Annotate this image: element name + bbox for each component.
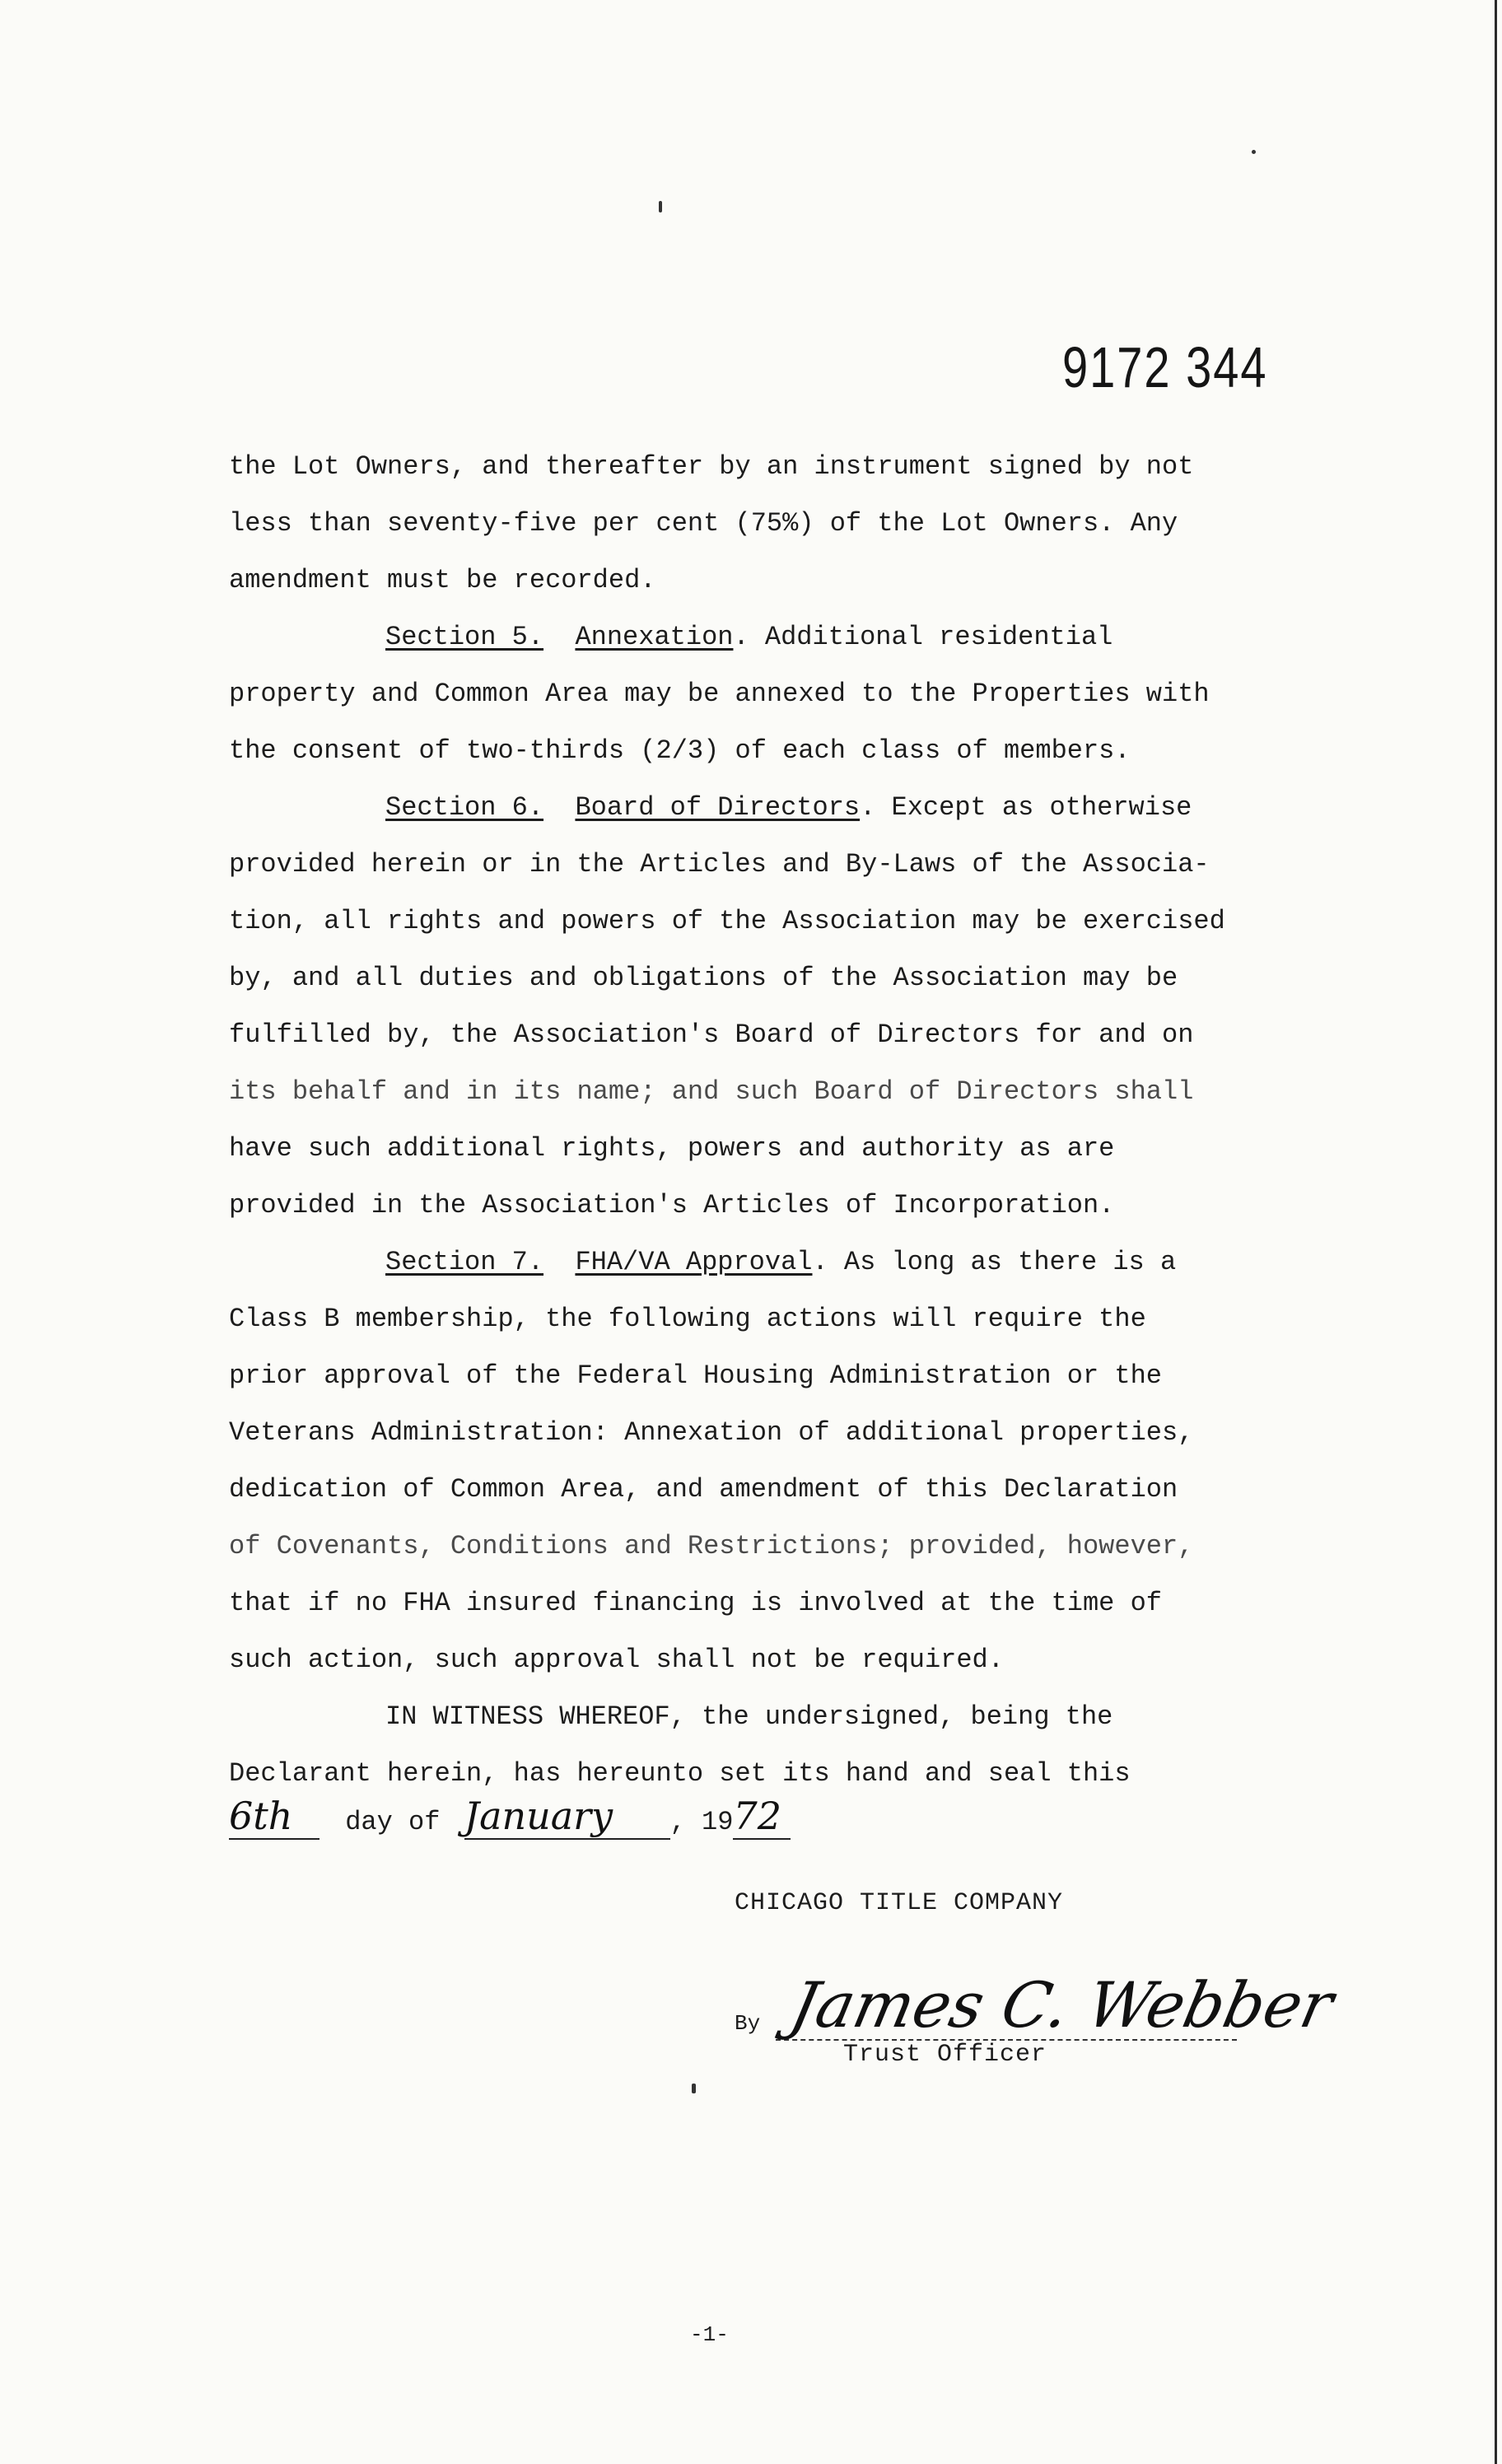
declaration-body (229, 438, 1299, 1802)
scan-edge (1495, 0, 1497, 2464)
text-line: have such additional rights, powers and authority as are (229, 1133, 1115, 1164)
text-line: dedication of Common Area, and amendment of this Declaration (229, 1474, 1178, 1505)
text-line: Declarant herein, has hereunto set its hand and seal this (229, 1758, 1131, 1789)
day-blank (229, 1794, 320, 1840)
book-page-reference: 9172 344 (1062, 334, 1268, 399)
handwritten-year: 72 (733, 1794, 781, 1838)
section-7-heading (229, 1234, 1299, 1290)
section-7-title: FHA/VA Approval (575, 1247, 813, 1277)
section-5-heading (229, 609, 1299, 665)
section-5-title: Annexation (575, 622, 734, 652)
scan-speck (1252, 150, 1256, 154)
text-line: the consent of two-thirds (2/3) of each class of members. (229, 735, 1131, 766)
section-5-number: Section 5. (385, 622, 544, 652)
text-line: tion, all rights and powers of the Association may be exercised (229, 906, 1225, 936)
text-line: its behalf and in its name; and such Board of Directors shall (229, 1076, 1194, 1107)
text-line: provided herein or in the Articles and By-Laws of the Associa- (229, 849, 1210, 880)
text-line: the Lot Owners, and thereafter by an instrument signed by not (229, 451, 1194, 482)
text-line: that if no FHA insured financing is involved at the time of (229, 1588, 1162, 1618)
text-line: such action, such approval shall not be required. (229, 1645, 1004, 1675)
section-6-title: Board of Directors (575, 792, 861, 823)
scan-speck (659, 201, 662, 212)
scan-speck (692, 2084, 696, 2093)
handwritten-month: January (464, 1794, 613, 1838)
signer-title: Trust Officer (843, 2041, 1047, 2069)
month-blank (464, 1794, 670, 1840)
company-name: CHICAGO TITLE COMPANY (735, 1889, 1064, 1917)
text-line: Class B membership, the following actions will require the (229, 1304, 1146, 1334)
year-blank (733, 1794, 791, 1840)
text-line: of Covenants, Conditions and Restrictions; provided, however, (229, 1531, 1194, 1561)
text-line: property and Common Area may be annexed to the Properties with (229, 679, 1210, 709)
section-7-text: . As long as there is a (812, 1247, 1177, 1277)
witness-clause: IN WITNESS WHEREOF, the undersigned, being the (385, 1701, 1113, 1732)
text-line: fulfilled by, the Association's Board of Directors for and on (229, 1020, 1194, 1050)
section-7-number: Section 7. (385, 1247, 544, 1277)
page-number: -1- (690, 2322, 729, 2347)
handwritten-signature: James C. Webber (784, 1968, 1340, 2042)
text-line: amendment must be recorded. (229, 565, 656, 595)
text-line: by, and all duties and obligations of the Association may be (229, 963, 1178, 993)
text-line: prior approval of the Federal Housing Administration or the (229, 1360, 1162, 1391)
handwritten-day: 6th (229, 1794, 293, 1838)
text-line: provided in the Association's Articles of Incorporation. (229, 1190, 1115, 1220)
section-6-text: . Except as otherwise (860, 792, 1192, 823)
text-line: less than seventy-five per cent (75%) of the Lot Owners. Any (229, 508, 1178, 539)
year-prefix: , 19 (669, 1807, 734, 1837)
day-of-label: day of (345, 1807, 441, 1837)
by-label: By (735, 2011, 761, 2036)
section-5-text: . Additional residential (733, 622, 1113, 652)
section-6-heading (229, 779, 1299, 836)
signature-block (735, 1968, 1340, 2075)
text-line: Veterans Administration: Annexation of additional properties, (229, 1417, 1194, 1448)
section-6-number: Section 6. (385, 792, 544, 823)
execution-date (229, 1794, 791, 1851)
